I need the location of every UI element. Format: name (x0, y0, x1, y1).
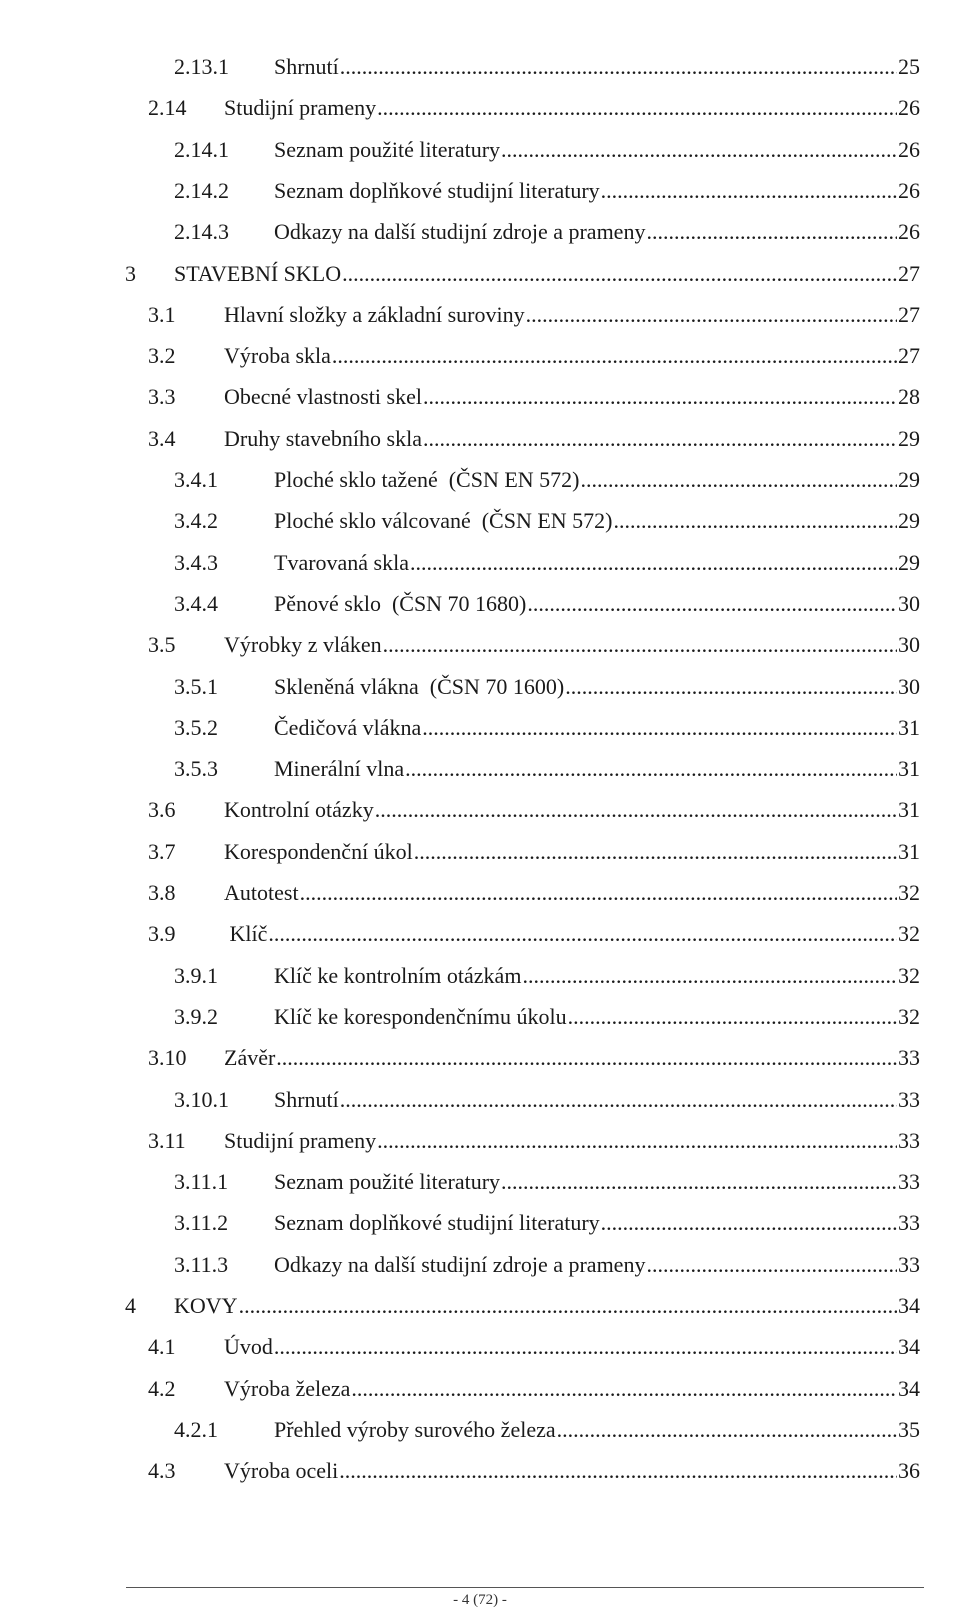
toc-dot-leader (340, 1085, 897, 1115)
toc-entry-page: 25 (898, 54, 920, 79)
toc-entry[interactable] (148, 919, 920, 949)
toc-entry[interactable] (174, 1415, 920, 1445)
toc-entry-number: 3.2 (148, 343, 176, 369)
toc-entry[interactable] (148, 795, 920, 825)
toc-entry-page: 33 (898, 1169, 920, 1195)
toc-dot-leader (423, 382, 897, 412)
toc-entry-page: 32 (898, 921, 920, 947)
toc-entry-title: Seznam doplňkové studijní literatury (274, 1210, 600, 1236)
toc-dot-leader (405, 754, 897, 784)
toc-entry-number: 3.4 (148, 425, 176, 451)
toc-entry[interactable] (148, 1456, 920, 1486)
toc-dot-leader (557, 1415, 897, 1445)
toc-entry-title: Klíč ke korespondenčnímu úkolu (274, 1003, 567, 1029)
toc-entry-title: Ploché sklo válcované (ČSN EN 572) (274, 508, 613, 534)
toc-entry-page: 29 (898, 467, 920, 492)
toc-entry-title: Úvod (224, 1334, 273, 1360)
toc-entry-number: 3.1 (148, 301, 176, 327)
toc-entry-title: Kontrolní otázky (224, 797, 374, 823)
toc-entry-title: Čedičová vlákna (274, 714, 422, 740)
toc-entry-number: 3.11.3 (174, 1251, 229, 1277)
toc-dot-leader (522, 961, 897, 991)
toc-entry-number: 2.14.3 (174, 219, 229, 245)
toc-entry-page: 36 (898, 1458, 920, 1484)
toc-entry[interactable] (174, 52, 920, 82)
toc-entry[interactable] (174, 465, 920, 495)
toc-entry[interactable] (174, 506, 920, 536)
toc-dot-leader (501, 1167, 897, 1197)
toc-entry-number: 2.13.1 (174, 54, 229, 79)
toc-entry[interactable] (125, 1291, 920, 1321)
toc-entry-page: 26 (898, 177, 920, 203)
toc-entry-title: Skleněná vlákna (ČSN 70 1600) (274, 673, 565, 699)
toc-dot-leader (332, 341, 897, 371)
toc-entry-title: Pěnové sklo (ČSN 70 1680) (274, 590, 527, 616)
toc-entry-number: 3.9.1 (174, 962, 218, 988)
toc-entry[interactable] (174, 548, 920, 578)
toc-entry-number: 4.2.1 (174, 1416, 218, 1442)
toc-dot-leader (527, 589, 897, 619)
toc-entry-title: Druhy stavebního skla (224, 425, 422, 451)
toc-entry-title: Studijní prameny (224, 1127, 377, 1153)
toc-entry-page: 27 (898, 260, 920, 286)
toc-entry-title: Odkazy na další studijní zdroje a prameny (274, 219, 646, 245)
toc-entry[interactable] (148, 1043, 920, 1073)
toc-entry-number: 2.14 (148, 95, 187, 121)
toc-entry-title: Tvarovaná skla (274, 549, 409, 575)
toc-entry-page: 32 (898, 962, 920, 988)
toc-entry-page: 33 (898, 1251, 920, 1277)
toc-dot-leader (339, 1456, 897, 1486)
toc-entry-number: 3.11.1 (174, 1169, 229, 1195)
toc-entry-title: Odkazy na další studijní zdroje a prameny (274, 1251, 646, 1277)
toc-entry-page: 29 (898, 425, 920, 451)
toc-entry-title: Minerální vlna (274, 756, 405, 782)
toc-entry[interactable] (148, 878, 920, 908)
toc-entry-number: 4.3 (148, 1458, 176, 1484)
toc-dot-leader (565, 672, 897, 702)
toc-dot-leader (340, 52, 897, 82)
toc-entry-number: 3.5 (148, 632, 176, 658)
toc-entry-number: 3.4.1 (174, 467, 218, 492)
toc-entry-page: 34 (898, 1375, 920, 1401)
toc-entry-number: 3.8 (148, 880, 176, 905)
toc-dot-leader (383, 630, 897, 660)
toc-entry-page: 30 (898, 632, 920, 658)
toc-entry-title: Výrobky z vláken (224, 632, 382, 658)
toc-entry[interactable] (174, 713, 920, 743)
toc-dot-leader (377, 1126, 897, 1156)
toc-entry-number: 3.4.2 (174, 508, 218, 534)
toc-entry-number: 3.4.4 (174, 590, 218, 616)
toc-entry-number: 3.10.1 (174, 1086, 229, 1112)
toc-entry-number: 3.11 (148, 1127, 186, 1153)
toc-entry-number: 3 (125, 260, 136, 286)
toc-entry-title: Autotest (224, 880, 299, 905)
toc-entry-page: 33 (898, 1086, 920, 1112)
toc-entry-number: 3.7 (148, 838, 176, 864)
toc-entry-title: Klíč ke kontrolním otázkám (274, 962, 522, 988)
toc-dot-leader (276, 1043, 897, 1073)
toc-dot-leader (423, 424, 897, 454)
toc-entry-title: Seznam doplňkové studijní literatury (274, 177, 600, 203)
toc-entry[interactable] (148, 1126, 920, 1156)
toc-entry-title: Shrnutí (274, 54, 339, 79)
toc-entry-number: 4.2 (148, 1375, 176, 1401)
toc-dot-leader (239, 1291, 897, 1321)
toc-entry[interactable] (125, 259, 920, 289)
toc-entry-title: Přehled výroby surového železa (274, 1416, 556, 1442)
toc-dot-leader (581, 465, 898, 495)
toc-entry[interactable] (148, 424, 920, 454)
toc-dot-leader (300, 878, 897, 908)
toc-dot-leader (501, 135, 897, 165)
toc-dot-leader (268, 919, 897, 949)
toc-entry[interactable] (148, 382, 920, 412)
toc-entry-number: 4 (125, 1293, 136, 1318)
toc-entry-number: 3.3 (148, 384, 176, 410)
toc-entry-page: 26 (898, 136, 920, 162)
toc-dot-leader (375, 795, 897, 825)
footer-divider (126, 1587, 924, 1588)
toc-entry-number: 3.5.1 (174, 673, 218, 699)
toc-entry[interactable] (174, 672, 920, 702)
toc-entry[interactable] (174, 589, 920, 619)
toc-dot-leader (410, 548, 897, 578)
toc-entry[interactable] (174, 1085, 920, 1115)
toc-entry-title: Obecné vlastnosti skel (224, 384, 422, 410)
toc-entry[interactable] (148, 1332, 920, 1362)
toc-entry[interactable] (148, 837, 920, 867)
toc-entry[interactable] (148, 341, 920, 371)
toc-entry[interactable] (174, 1002, 920, 1032)
toc-dot-leader (422, 713, 897, 743)
toc-entry-page: 31 (898, 797, 920, 823)
toc-entry-page: 29 (898, 549, 920, 575)
toc-dot-leader (377, 93, 897, 123)
toc-entry-number: 3.5.2 (174, 714, 218, 740)
toc-entry-title: Korespondenční úkol (224, 838, 413, 864)
toc-entry[interactable] (174, 1167, 920, 1197)
toc-entry-page: 27 (898, 343, 920, 369)
toc-entry[interactable] (148, 93, 920, 123)
toc-dot-leader (274, 1332, 897, 1362)
toc-entry[interactable] (174, 754, 920, 784)
toc-entry[interactable] (174, 217, 920, 247)
toc-entry-page: 31 (898, 714, 920, 740)
toc-dot-leader (342, 259, 897, 289)
footer-page-number: - 4 (72) - (453, 1592, 507, 1608)
toc-entry-page: 27 (898, 301, 920, 327)
toc-entry[interactable] (148, 1374, 920, 1404)
toc-entry-page: 30 (898, 673, 920, 699)
toc-entry-number: 3.11.2 (174, 1210, 229, 1236)
toc-entry-title: Seznam použité literatury (274, 1169, 501, 1195)
toc-entry[interactable] (174, 176, 920, 206)
toc-entry-page: 30 (898, 590, 920, 616)
toc-entry-page: 33 (898, 1210, 920, 1236)
toc-entry-title: Závěr (224, 1045, 276, 1071)
toc-entry[interactable] (148, 630, 920, 660)
toc-entry-title: Klíč (224, 921, 268, 947)
toc-entry-page: 28 (898, 384, 920, 410)
toc-dot-leader (568, 1002, 897, 1032)
toc-entry-number: 3.10 (148, 1045, 187, 1071)
toc-entry-title: Hlavní složky a základní suroviny (224, 301, 525, 327)
toc-entry-page: 26 (898, 219, 920, 245)
toc-entry-number: 3.6 (148, 797, 176, 823)
toc-entry[interactable] (174, 961, 920, 991)
toc-entry-number: 3.9.2 (174, 1003, 218, 1029)
toc-entry[interactable] (148, 300, 920, 330)
toc-entry-page: 26 (898, 95, 920, 121)
toc-entry-title: STAVEBNÍ SKLO (174, 260, 342, 286)
toc-entry-number: 2.14.2 (174, 177, 229, 203)
toc-entry-page: 31 (898, 756, 920, 782)
toc-entry-title: Výroba železa (224, 1375, 351, 1401)
toc-entry-number: 3.5.3 (174, 756, 218, 782)
toc-entry-page: 31 (898, 838, 920, 864)
toc-dot-leader (351, 1374, 897, 1404)
toc-dot-leader (646, 1250, 897, 1280)
toc-dot-leader (601, 1208, 897, 1238)
toc-entry[interactable] (174, 135, 920, 165)
toc-dot-leader (526, 300, 897, 330)
toc-entry-title: Seznam použité literatury (274, 136, 501, 162)
toc-entry-page: 33 (898, 1045, 920, 1071)
toc-dot-leader (646, 217, 897, 247)
toc-entry-number: 4.1 (148, 1334, 176, 1360)
toc-entry-page: 34 (898, 1334, 920, 1360)
toc-entry-page: 34 (898, 1293, 920, 1318)
toc-entry[interactable] (174, 1250, 920, 1280)
toc-entry-page: 35 (898, 1416, 920, 1442)
toc-entry-title: Shrnutí (274, 1086, 339, 1112)
toc-entry-number: 3.9 (148, 921, 176, 947)
toc-entry-title: Studijní prameny (224, 95, 377, 121)
toc-entry-page: 29 (898, 508, 920, 534)
toc-entry-title: KOVY (174, 1293, 238, 1318)
toc-entry-page: 32 (898, 880, 920, 905)
toc-entry-page: 32 (898, 1003, 920, 1029)
toc-entry-title: Výroba skla (224, 343, 331, 369)
toc-entry-page: 33 (898, 1127, 920, 1153)
toc-entry-title: Ploché sklo tažené (ČSN EN 572) (274, 467, 580, 492)
toc-entry[interactable] (174, 1208, 920, 1238)
toc-entry-number: 2.14.1 (174, 136, 229, 162)
toc-entry-number: 3.4.3 (174, 549, 218, 575)
toc-dot-leader (614, 506, 898, 536)
toc-entry-title: Výroba oceli (224, 1458, 339, 1484)
toc-dot-leader (414, 837, 897, 867)
toc-dot-leader (601, 176, 897, 206)
